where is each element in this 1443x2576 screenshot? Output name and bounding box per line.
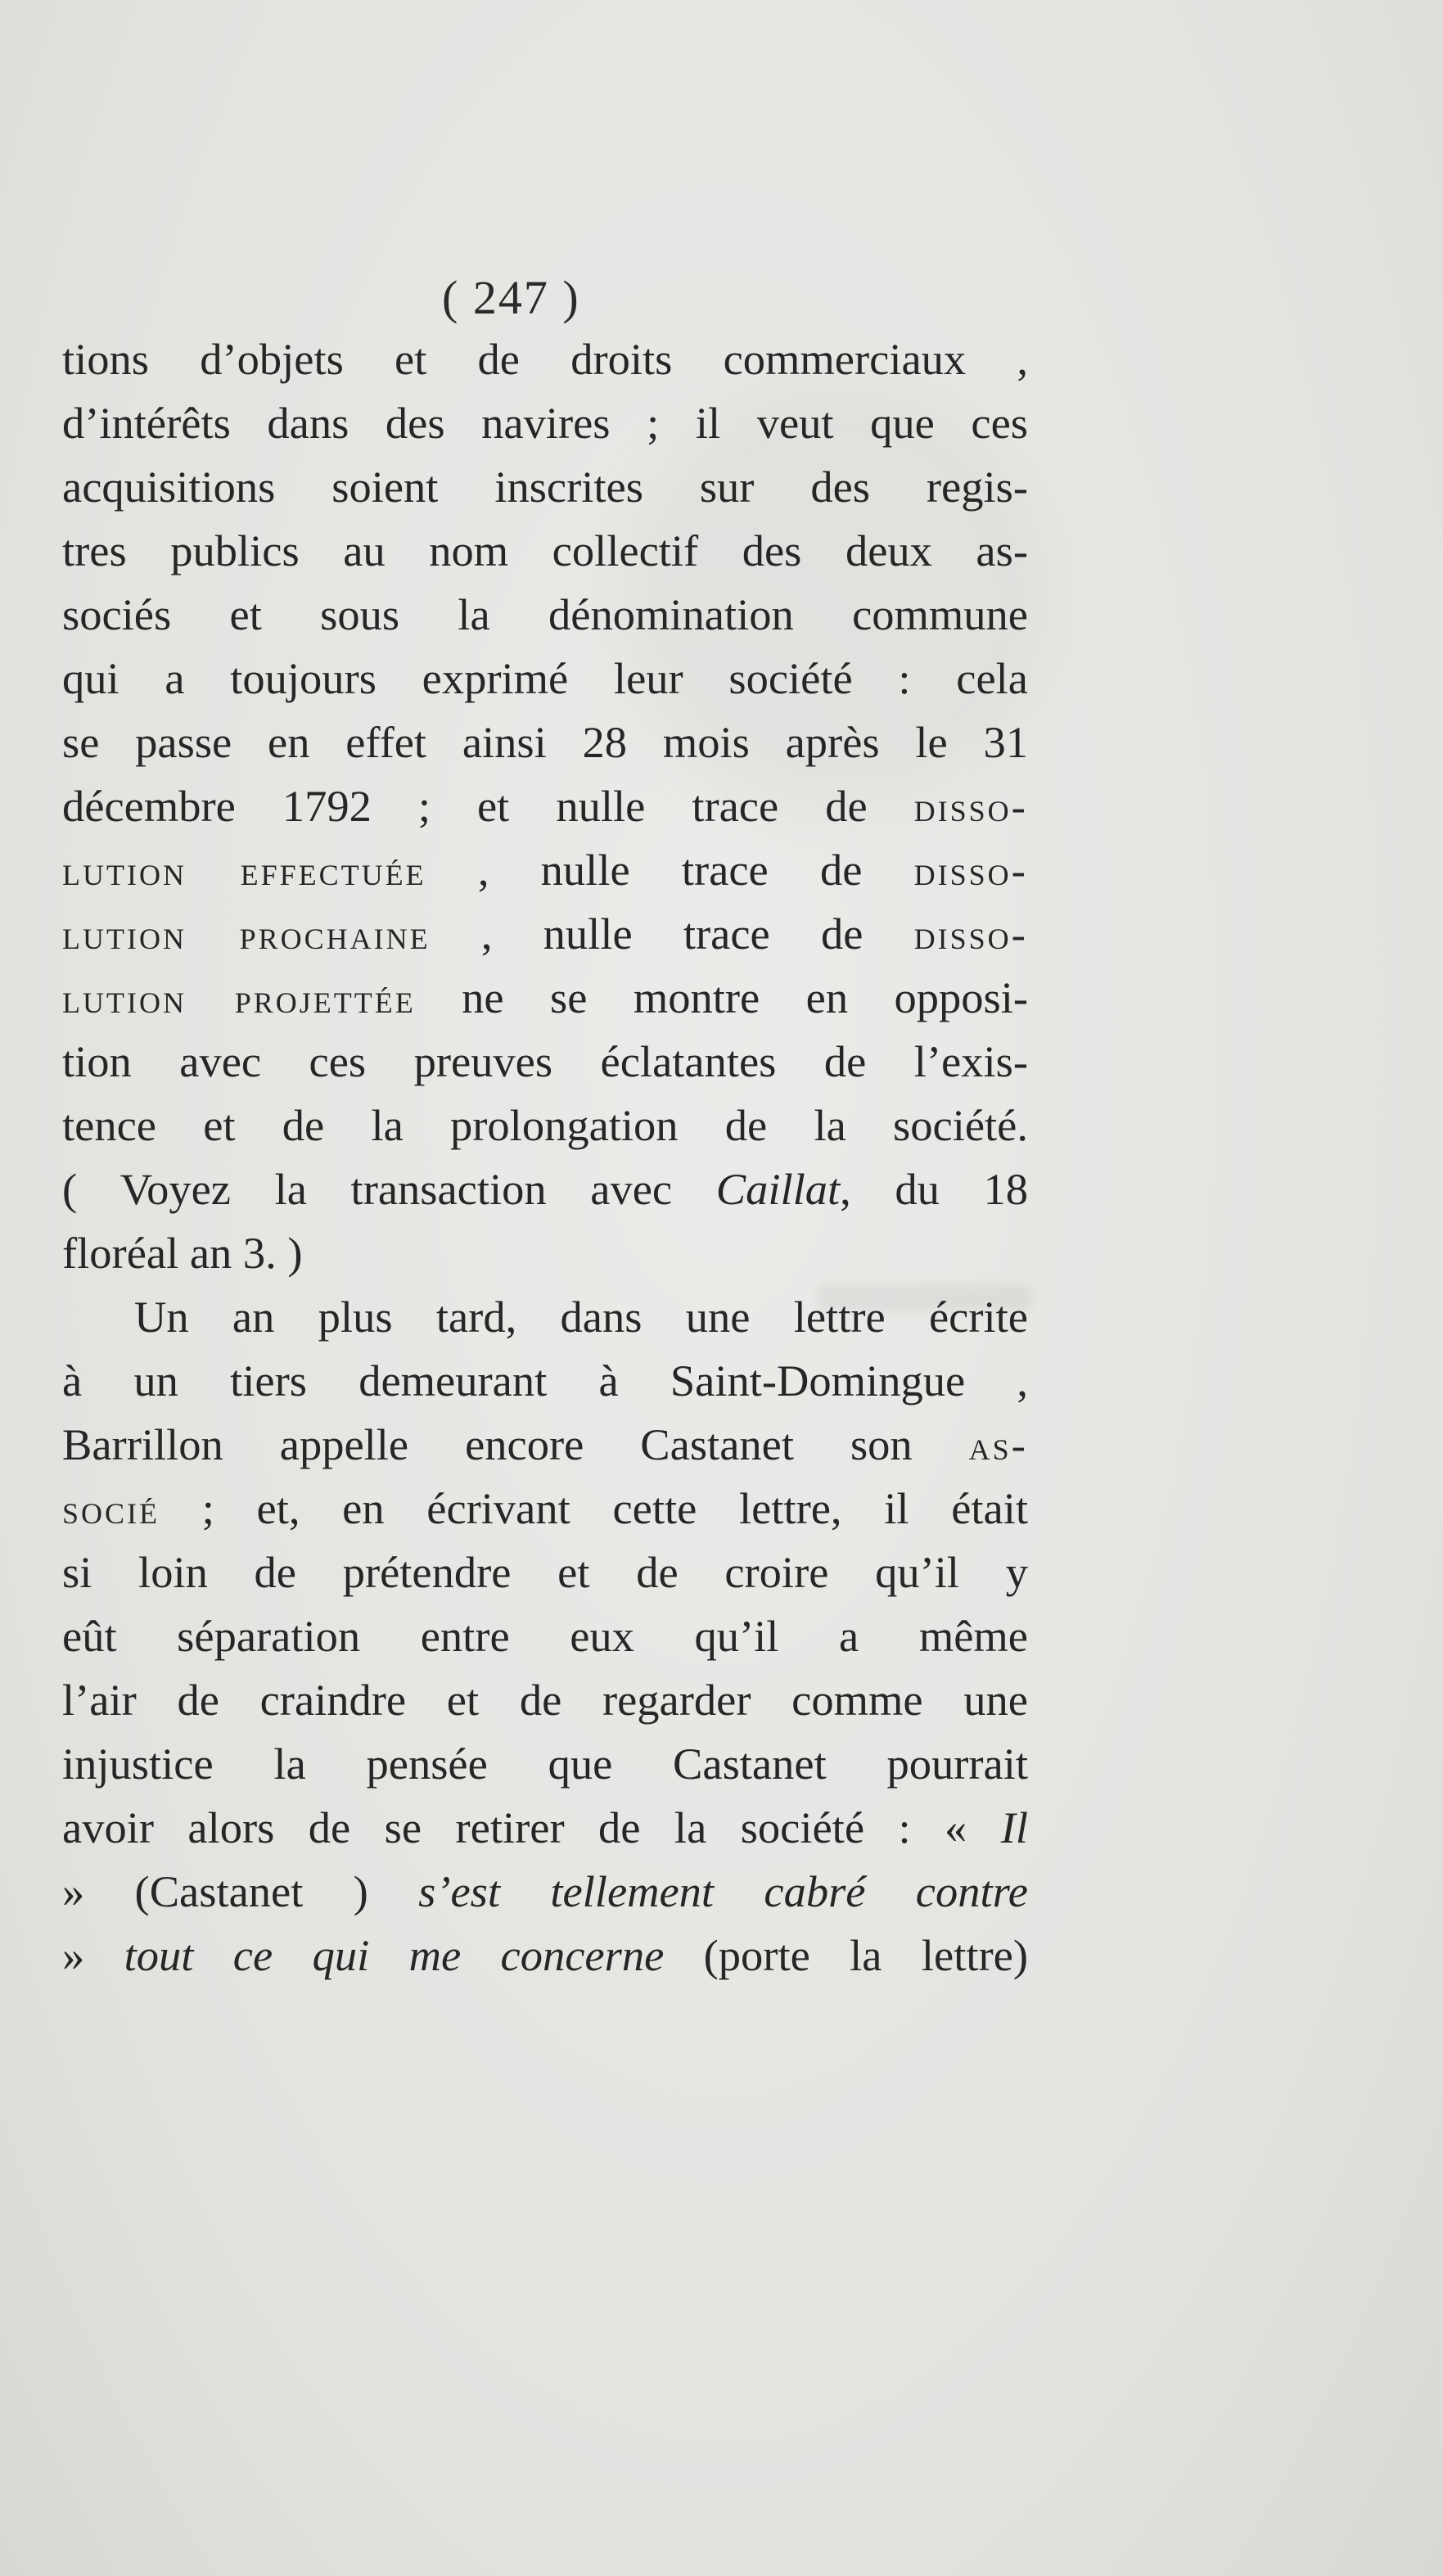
text-line: avoir alors de se retirer de la société : « Il <box>62 1802 1028 1852</box>
text-line: à un tiers demeurant à Saint-Domingue , <box>62 1356 1028 1405</box>
text-line: acquisitions soient inscrites sur des regis- <box>62 462 1028 512</box>
text-line: » tout ce qui me concerne (porte la lettre) <box>62 1930 1028 1980</box>
small-caps-term: lution prochaine <box>62 912 431 959</box>
text-line: tence et de la prolongation de la société. <box>62 1100 1028 1150</box>
text-line: eût séparation entre eux qu’il a même <box>62 1611 1028 1661</box>
text-line: socié ; et, en écrivant cette lettre, il était <box>62 1483 1028 1533</box>
text-line: d’intérêts dans des navires ; il veut que ces <box>62 398 1028 448</box>
text-line: l’air de craindre et de regarder comme une <box>62 1675 1028 1725</box>
text-line: décembre 1792 ; et nulle trace de disso- <box>62 781 1028 831</box>
text-line: tion avec ces preuves éclatantes de l’exis- <box>62 1036 1028 1086</box>
small-caps-term: disso- <box>913 848 1028 895</box>
italic-name: Caillat <box>715 1164 841 1214</box>
small-caps-term: socié <box>62 1487 160 1533</box>
text-line: lution prochaine , nulle trace de disso- <box>62 909 1028 959</box>
text-line: se passe en effet ainsi 28 mois après le 31 <box>62 717 1028 767</box>
body-text <box>62 327 1028 1987</box>
text-line: Barrillon appelle encore Castanet son as- <box>62 1419 1028 1469</box>
small-caps-term: lution projettée <box>62 976 416 1022</box>
page-number: ( 247 ) <box>442 271 580 324</box>
small-caps-term: disso- <box>913 912 1028 959</box>
text-line: tres publics au nom collectif des deux as- <box>62 526 1028 575</box>
small-caps-term: lution effectuée <box>62 848 426 895</box>
text-line: tions d’objets et de droits commerciaux , <box>62 334 1028 384</box>
text-line: » (Castanet ) s’est tellement cabré contre <box>62 1866 1028 1916</box>
text-line: lution projettée ne se montre en opposi- <box>62 972 1028 1022</box>
text-line: Un an plus tard, dans une lettre écrite <box>134 1292 1028 1342</box>
italic-quote: Il <box>1000 1802 1028 1852</box>
text-line: ( Voyez la transaction avec Caillat, du 18 <box>62 1164 1028 1214</box>
small-caps-term: as- <box>968 1423 1028 1469</box>
text-line: qui a toujours exprimé leur société : cela <box>62 653 1028 703</box>
italic-quote: s’est tellement cabré contre <box>418 1866 1028 1916</box>
text-line: si loin de prétendre et de croire qu’il y <box>62 1547 1028 1597</box>
text-line: sociés et sous la dénomination commune <box>62 589 1028 639</box>
text-line: injustice la pensée que Castanet pourrait <box>62 1739 1028 1789</box>
italic-quote: tout ce qui me concerne <box>124 1930 665 1980</box>
text-line: floréal an 3. ) <box>62 1228 303 1278</box>
text-line: lution effectuée , nulle trace de disso- <box>62 845 1028 895</box>
small-caps-term: disso- <box>913 784 1028 831</box>
